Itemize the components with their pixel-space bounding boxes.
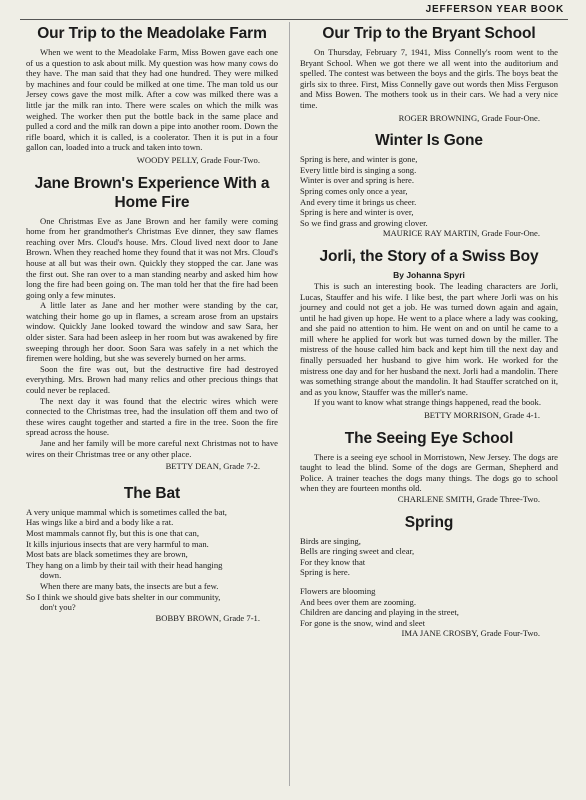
poem [26,507,278,613]
poem-line: Winter is over and spring is here. [300,175,414,186]
poem-line: Bells are ringing sweet and clear, [300,546,415,557]
poem-line: Most mammals cannot fly, but this is one that can, [26,527,199,538]
poem-line: A very unique mammal which is sometimes called the bat, [26,506,227,517]
article-title: Jorli, the Story of a Swiss Boy [319,247,539,265]
article-body: There is a seeing eye school in Morristown, New Jersey. The dogs are taught to lead the blind. Some of the dogs are German, Shepherd and Police. A trainer teaches the dogs many things. The dogs go to school when they are fourteen months old. [300,451,558,494]
article-winter-is-gone [300,131,558,239]
book-byline: By Johanna Spyri [393,269,465,280]
poem-line: Has wings like a bird and a body like a rat. [26,517,174,528]
article-paragraph: One Christmas Eve as Jane Brown and her family were coming home from her grandmother's Christmas Eve dinner, they saw flames reaching over Mrs. Cloud's house. Mrs. Cloud lived next door to Jane Brown. When they reached home they found that it was not Mrs. Cloud's house at all but was their own. Quickly they stopped the car. Jane was the first out. She ran over to a man standing nearby and asked him how long the fire had been going on. The man told her that the fire had been going only a few minutes. [26,215,278,300]
poem-line: Children are dancing and playing in the street, [300,607,459,618]
article-title: Our Trip to the Meadolake Farm [37,25,267,42]
article-author: BOBBY BROWN, Grade 7-1. [155,612,260,623]
article-paragraph: This is such an interesting book. The leading characters are Jorli, Lucas, Stauffer and his wife. I like best, the part where Jorli was on his journey and could not get a job. He was turned down again and again, until he had given up hope. He went to a place where a lady was cooking, and she paid no attention to him. He went on and on until he came to a mill where he applied for work but was turned down by the miller. The mistress of the house called him back and kept him till the next day and finally persuaded her husband to give him work. He worked for the mistress one day and for her husband the next. Jorli had a mandolin. There was something strange about the mandolin. It had Stauffer scratched on it, and as you know, Stauffer was the miller's name. [300,280,558,397]
poem [300,536,558,629]
header-rule [20,19,568,20]
article-seeing-eye-school [300,429,558,505]
article-author: BETTY DEAN, Grade 7-2. [165,461,260,472]
poem-line: And bees over them are zooming. [300,596,416,607]
article-author: ROGER BROWNING, Grade Four-One. [398,112,540,123]
article-author: BETTY MORRISON, Grade 4-1. [424,410,540,421]
column-divider [289,22,290,786]
article-title: Winter Is Gone [375,132,483,150]
article-bat [26,484,278,624]
poem-line: Spring comes only once a year, [300,185,408,196]
article-author: IMA JANE CROSBY, Grade Four-Two. [401,628,540,639]
poem-line: down. [40,570,62,581]
left-column [26,24,278,623]
poem-line: Flowers are blooming [300,585,376,596]
poem-line: Spring is here, and winter is gone, [300,154,418,165]
poem-line: They hang on a limb by their tail with their head hanging [26,559,223,570]
poem-line: Most bats are black sometimes they are brown, [26,549,188,560]
article-jorli [300,247,558,421]
poem-line: Birds are singing, [300,535,361,546]
poem-line: Spring is here and winter is over, [300,207,414,218]
poem-line: So I think we should give bats shelter in our community, [26,591,221,602]
article-paragraph: Soon the fire was out, but the destructive fire had destroyed everything. Mrs. Brown had many relics and other precious things that could never be replaced. [26,363,278,396]
article-body: On Thursday, February 7, 1941, Miss Connelly's room went to the Bryant School. When we got there we all went into the auditorium and spelled. The contest was between the boys and the girls. The boys beat the girls six to three. First, Miss Connelly gave out words then Miss Ferguson and Miss Bowen. The mothers took us in their cars. We had a very nice time. [300,47,558,110]
poem [300,154,558,228]
poem-line: Spring is here. [300,567,350,578]
poem-line: It kills injurious insects that are very harmful to man. [26,538,209,549]
poem-line: For they know that [300,556,366,567]
article-paragraph: The next day it was found that the electric wires which were connected to the Christmas tree, had the insulation off them and two of these wires caught together and started a fire in the tree. Soon the fire spread across the house. [26,395,278,438]
article-title: The Seeing Eye School [344,429,514,447]
article-paragraph: Jane and her family will be more careful next Christmas not to have wires on their Christmas tree or any other place. [26,438,278,459]
article-title: The Bat [123,484,181,502]
running-head: JEFFERSON YEAR BOOK [425,4,564,15]
poem-line: And every time it brings us cheer. [300,196,417,207]
article-title: Jane Brown's Experience With a Home Fire [34,174,270,211]
article-body: When we went to the Meadolake Farm, Miss Bowen gave each one of us a question to ask about milk. My question was how many cows do they have. The man said that they had one hundred. They were milked by machines and four could be milked at one time. The man told us our Jersey cows gave the most milk. After a cow was milked there was a little jar the milk ran into. There were scales on which the milk was weighed. The worker then put the bottle back in the same place and pulled a cord and the milk ran down a pipe into another room. Down the rifle board, which it is called, is a coolerator. Then it is put in a four gallon can, loaded into a truck and taken into town. [26,47,278,153]
article-home-fire [26,174,278,472]
poem-line: Every little bird is singing a song. [300,164,417,175]
article-paragraph: A little later as Jane and her mother were standing by the car, watching their home go up in flames, a scream arose from an upstairs window. Quickly Jane looked toward the window and saw Sara, her older sister. Sara had been asleep in her room but was awakened by fire sweeping through her door. Soon Sara was safely in a net which the firemen were holding, but she was severely burned on her arms. [26,300,278,364]
poem-line: So we find grass and growing clover. [300,217,428,228]
article-spring [300,513,558,639]
article-title: Spring [404,513,454,531]
article-bryant-school [300,24,558,123]
article-meadolake [26,24,278,166]
article-author: CHARLENE SMITH, Grade Three-Two. [397,494,540,504]
article-title: Our Trip to the Bryant School [322,25,536,42]
right-column [300,24,558,639]
article-paragraph: If you want to know what strange things happened, read the book. [314,397,541,408]
poem-line: When there are many bats, the insects are but a few. [40,580,219,591]
article-author: MAURICE RAY MARTIN, Grade Four-One. [382,228,540,239]
poem-line: For gone is the snow, wind and sleet [300,617,425,628]
poem-line: don't you? [40,602,76,613]
article-author: WOODY PELLY, Grade Four-Two. [136,154,260,165]
